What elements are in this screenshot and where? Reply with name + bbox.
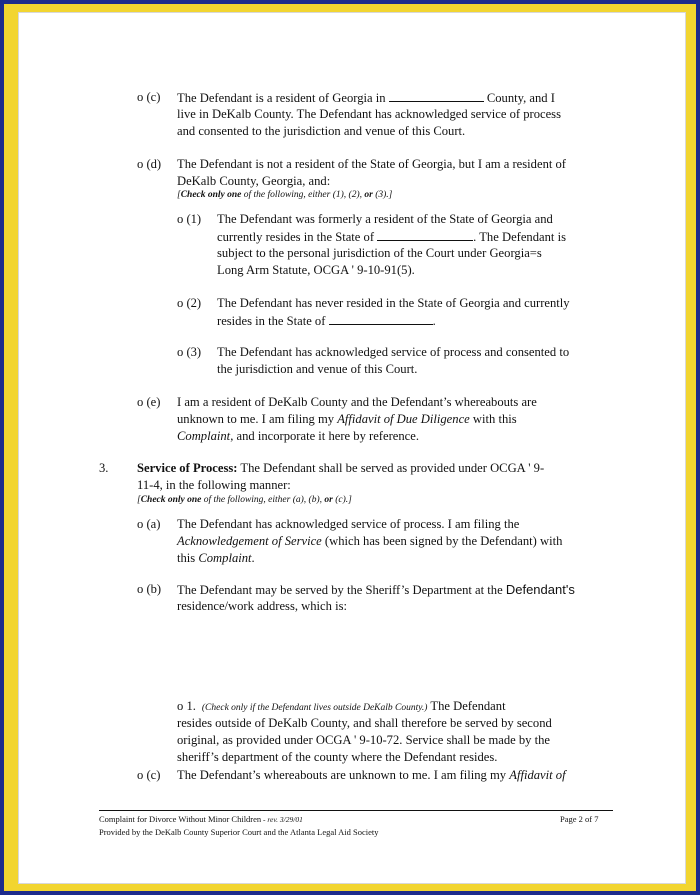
item-d-line2: DeKalb County, Georgia, and: — [177, 174, 331, 188]
item-3b1-line2: resides outside of DeKalb County, and shall therefore be served by second — [177, 716, 552, 730]
item-3a-text: Complaint — [198, 551, 252, 565]
item-e-line2 — [177, 411, 517, 428]
item-c-marker: o (c) — [137, 90, 161, 104]
footer-revision: - rev. 3/29/01 — [261, 815, 303, 824]
item-e-text: unknown to me. I am filing my — [177, 412, 338, 426]
item-3c-text: Affidavit of — [509, 768, 566, 782]
item-3a-line1: The Defendant has acknowledged service of process. I am filing the — [177, 517, 520, 531]
note-text: (c).] — [332, 495, 352, 505]
item-3a-line3 — [177, 550, 255, 567]
county-blank — [389, 89, 484, 102]
item-3a-text: (which has been signed by the Defendant) with — [321, 534, 563, 548]
item-e-text: , and incorporate it here by reference. — [230, 429, 419, 443]
item-e-text: Affidavit of Due Diligence — [337, 412, 470, 426]
item-d1-line1: The Defendant was formerly a resident of the State of Georgia and — [217, 212, 553, 226]
state-blank — [329, 312, 433, 325]
note-text: [ — [177, 190, 181, 200]
item-e-line3 — [177, 428, 419, 445]
item-c-line2: live in DeKalb County. The Defendant has acknowledged service of process — [177, 107, 561, 121]
item-3b-text: The Defendant may be served by the Sheriff’s Department at the — [177, 583, 506, 597]
item-d1-text: currently resides in the State of — [217, 230, 378, 244]
item-d3-marker: o (3) — [177, 345, 202, 359]
note-text: Check only one — [140, 495, 202, 505]
item-3a-text: . — [251, 551, 255, 565]
item-d3-line2: the jurisdiction and venue of this Court. — [217, 362, 418, 376]
footer-page-number: Page 2 of 7 — [560, 814, 599, 824]
section-3-text: The Defendant shall be served as provided under OCGA ' 9- — [237, 461, 545, 475]
note-text: of the following, either (1), (2), — [241, 190, 365, 200]
item-d2-marker: o (2) — [177, 296, 202, 310]
note-text: or — [324, 495, 333, 505]
note-text: [ — [137, 495, 141, 505]
item-e-text: with this — [469, 412, 517, 426]
item-d-marker: o (d) — [137, 157, 162, 171]
item-3b1-text: The Defendant — [427, 699, 506, 713]
item-e-line1: I am a resident of DeKalb County and the Defendant’s whereabouts are — [177, 395, 537, 409]
item-d2-line2 — [217, 312, 436, 330]
item-3b1-line1 — [177, 698, 506, 715]
footer-provided-by: Provided by the DeKalb County Superior Court and the Atlanta Legal Aid Society — [99, 827, 379, 837]
item-3b-text: Defendant's — [505, 582, 575, 597]
item-3a-text: Acknowledgement of Service — [177, 534, 322, 548]
item-3b-line1 — [177, 581, 575, 599]
item-d2-line1: The Defendant has never resided in the State of Georgia and currently — [217, 296, 570, 310]
item-3b-marker: o (b) — [137, 582, 162, 596]
note-text: (3).] — [372, 190, 393, 200]
item-d1-line3: subject to the personal jurisdiction of the Court under Georgia=s — [217, 246, 542, 260]
note-text: or — [364, 190, 373, 200]
state-blank — [377, 228, 473, 241]
item-d-instruction — [177, 189, 392, 201]
item-d1-line2 — [217, 228, 566, 246]
item-c-text: County, and I — [483, 91, 555, 105]
item-d1-text: . The Defendant is — [473, 230, 566, 244]
note-text: of the following, either (a), (b), — [201, 495, 325, 505]
item-c-line3: and consented to the jurisdiction and venue of this Court. — [177, 124, 466, 138]
item-3c-text: The Defendant’s whereabouts are unknown to me. I am filing my — [177, 768, 510, 782]
item-3a-marker: o (a) — [137, 517, 161, 531]
note-text: Check only one — [180, 190, 242, 200]
item-c-line1 — [177, 89, 555, 107]
item-3c-marker: o (c) — [137, 768, 161, 782]
item-c-text: The Defendant is a resident of Georgia in — [177, 91, 389, 105]
item-3b1-line3: original, as provided under OCGA ' 9-10-72. Service shall be made by the — [177, 733, 550, 747]
item-e-text: Complaint — [177, 429, 231, 443]
item-3b1-line4: sheriff’s department of the county where the Defendant resides. — [177, 750, 498, 764]
item-d2-text: . — [432, 314, 436, 328]
item-3a-text: this — [177, 551, 199, 565]
item-d-line1: The Defendant is not a resident of the State of Georgia, but I am a resident of — [177, 157, 566, 171]
item-d1-marker: o (1) — [177, 212, 202, 226]
item-3c-line1 — [177, 767, 566, 784]
item-3b1-marker: o 1. — [177, 699, 196, 713]
footer-title-line — [99, 814, 303, 825]
item-d3-line1: The Defendant has acknowledged service of process and consented to — [217, 345, 570, 359]
section-3-instruction — [137, 494, 352, 506]
item-3b-line2: residence/work address, which is: — [177, 599, 347, 613]
document-page — [18, 12, 686, 884]
item-3b1-note: (Check only if the Defendant lives outside DeKalb County.) — [201, 703, 428, 713]
item-d1-line4: Long Arm Statute, OCGA ' 9-10-91(5). — [217, 263, 415, 277]
section-3-heading: Service of Process: — [137, 461, 238, 475]
footer-title: Complaint for Divorce Without Minor Children — [99, 814, 262, 824]
section-3-line1 — [137, 460, 544, 477]
footer-rule — [99, 810, 613, 811]
item-d2-text: resides in the State of — [217, 314, 329, 328]
item-3a-line2 — [177, 533, 562, 550]
page-frame — [4, 4, 696, 891]
section-3-line2: 11-4, in the following manner: — [137, 478, 291, 492]
section-3-number: 3. — [99, 461, 109, 475]
item-e-marker: o (e) — [137, 395, 161, 409]
